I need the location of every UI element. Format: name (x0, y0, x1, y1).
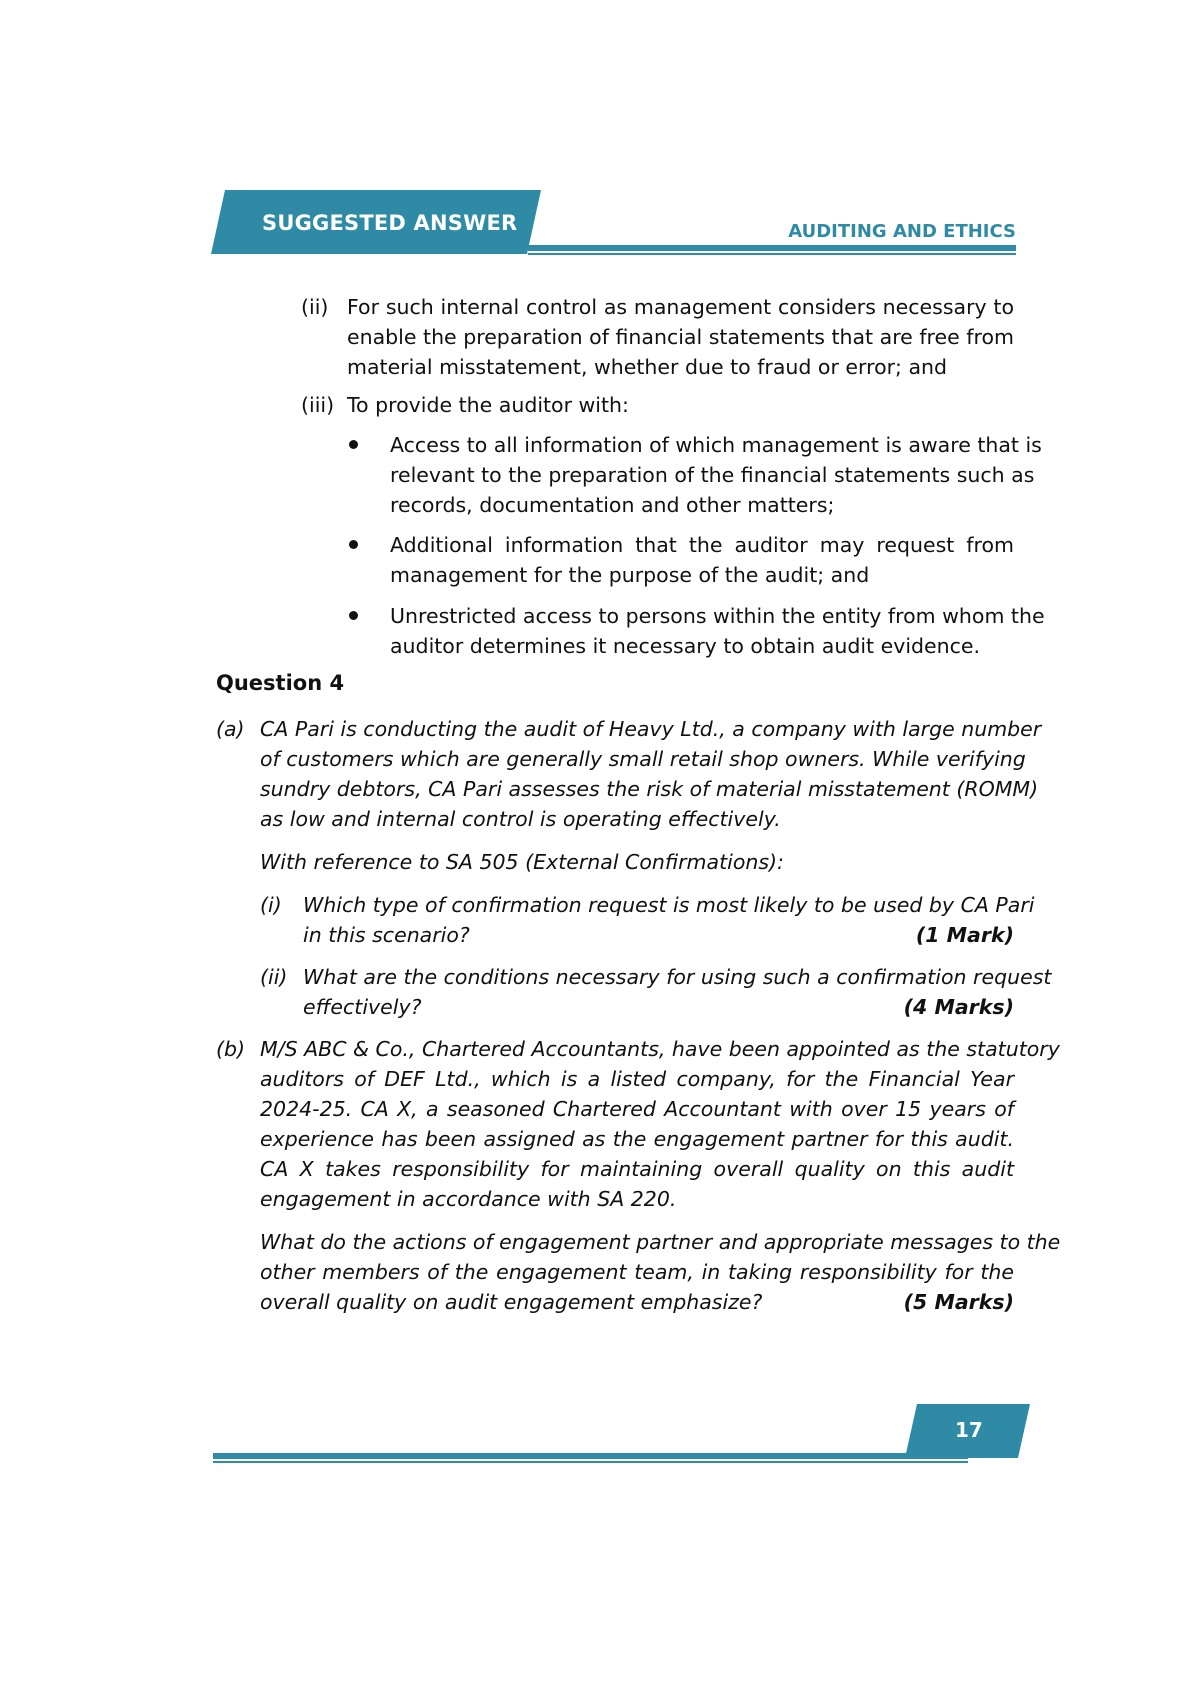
question-b-marks: (5 Marks) (903, 1290, 1014, 1314)
question-a-ii-line-1: What are the conditions necessary for using such a confirmation request (303, 965, 1052, 989)
question-b-text (260, 1034, 1060, 1214)
bullet-icon (349, 540, 358, 549)
question-a-ii-line-2: effectively? (303, 995, 422, 1019)
question-a-i-line-2-row (303, 920, 1014, 950)
question-a-ii-marks: (4 Marks) (903, 995, 1014, 1019)
header-left-tab-label: SUGGESTED ANSWER (262, 211, 518, 235)
question-b-line-6: engagement in accordance with SA 220. (260, 1187, 677, 1211)
question-b-line-1: M/S ABC & Co., Chartered Accountants, have been appointed as the statutory (260, 1037, 1060, 1061)
item-ii-text (347, 292, 1014, 382)
question-a-line-4: as low and internal control is operating effectively. (260, 807, 781, 831)
question-b-line-5: CA X takes responsibility for maintaining overall quality on this audit (260, 1157, 1014, 1181)
header-rule-thin (528, 253, 1016, 255)
question-b-q-line-1: What do the actions of engagement partner and appropriate messages to the (260, 1230, 1061, 1254)
item-iii-label: (iii) (301, 393, 335, 417)
bullet-3-text (390, 601, 1045, 661)
bullet-2-line-2: management for the purpose of the audit; and (390, 563, 870, 587)
bullet-3-line-1: Unrestricted access to persons within the entity from whom the (390, 604, 1045, 628)
question-a-ii-label: (ii) (260, 965, 288, 989)
item-ii-line-3: material misstatement, whether due to fraud or error; and (347, 355, 948, 379)
item-ii-line-2: enable the preparation of financial statements that are free from (347, 325, 1014, 349)
question-b-label: (b) (216, 1037, 246, 1061)
bullet-2-line-1: Additional information that the auditor may request from (390, 533, 1014, 557)
question-a-line-2: of customers which are generally small retail shop owners. While verifying (260, 747, 1026, 771)
question-heading: Question 4 (216, 671, 345, 695)
question-a-ii-line-2-row (303, 992, 1014, 1022)
question-b-q-line-2: other members of the engagement team, in taking responsibility for the (260, 1260, 1014, 1284)
bullet-icon (349, 611, 358, 620)
item-iii-text: To provide the auditor with: (347, 393, 629, 417)
question-a-i-line-2: in this scenario? (303, 923, 470, 947)
question-a-i-line-1: Which type of confirmation request is most likely to be used by CA Pari (303, 893, 1035, 917)
question-a-line-3: sundry debtors, CA Pari assesses the risk of material misstatement (ROMM) (260, 777, 1039, 801)
question-a-reference: With reference to SA 505 (External Confirmations): (260, 850, 784, 874)
question-a-ii-text (303, 962, 1052, 1022)
item-ii-label: (ii) (301, 295, 329, 319)
bullet-1-text (390, 430, 1042, 520)
question-a-i-label: (i) (260, 893, 282, 917)
page-number: 17 (955, 1418, 983, 1442)
item-ii-line-1: For such internal control as management considers necessary to (347, 295, 1014, 319)
bullet-1-line-1: Access to all information of which management is aware that is (390, 433, 1042, 457)
bullet-icon (349, 440, 358, 449)
question-b-question (260, 1227, 1061, 1317)
bullet-3-line-2: auditor determines it necessary to obtain audit evidence. (390, 634, 981, 658)
question-a-line-1: CA Pari is conducting the audit of Heavy Ltd., a company with large number (260, 717, 1042, 741)
question-a-text (260, 714, 1042, 834)
bullet-2-text (390, 530, 1014, 590)
header-subject-title: AUDITING AND ETHICS (788, 221, 1016, 242)
question-a-i-text (303, 890, 1035, 950)
bullet-1-line-2: relevant to the preparation of the financial statements such as (390, 463, 1035, 487)
question-a-label: (a) (216, 717, 245, 741)
header-rule (528, 245, 1016, 251)
footer-rule-thin (213, 1461, 968, 1463)
question-b-q-line-3-row (260, 1287, 1014, 1317)
question-b-line-2: auditors of DEF Ltd., which is a listed company, for the Financial Year (260, 1067, 1014, 1091)
question-b-line-3: 2024-25. CA X, a seasoned Chartered Accountant with over 15 years of (260, 1097, 1014, 1121)
footer-rule (213, 1453, 968, 1459)
question-b-line-4: experience has been assigned as the engagement partner for this audit. (260, 1127, 1014, 1151)
question-b-q-line-3: overall quality on audit engagement emphasize? (260, 1290, 763, 1314)
question-a-i-marks: (1 Mark) (915, 923, 1014, 947)
bullet-1-line-3: records, documentation and other matters; (390, 493, 835, 517)
